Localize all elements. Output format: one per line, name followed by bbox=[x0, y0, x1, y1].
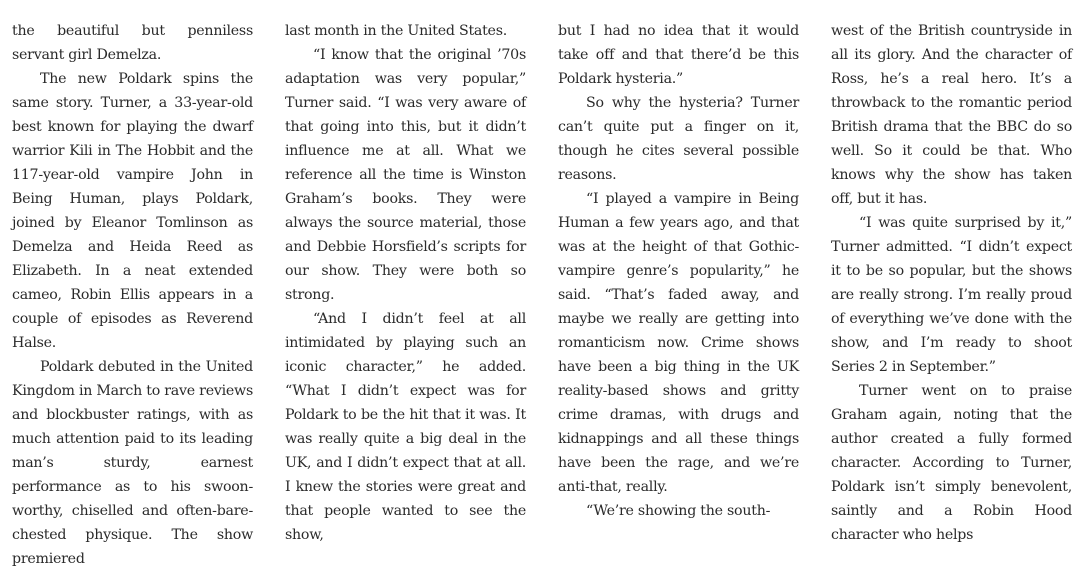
paragraph: west of the British countryside in all its glory. And the character of Ross, he’s a real hero. It’s a throwback to the romantic period British drama that the BBC do so well. So it could be that. Who knows why the show has taken off, but it has. bbox=[831, 23, 1072, 207]
paragraph: Poldark debuted in the United Kingdom in March to rave reviews and blockbuster ratings, with as much attention paid to its leading man’s sturdy, earnest performance as to his swoon-worthy, chiselled and often-bare-chested physique. The show premiered bbox=[12, 359, 253, 567]
paragraph: but I had no idea that it would take off and that there’d be this Poldark hysteria.” bbox=[558, 23, 799, 87]
paragraph: The new Poldark spins the same story. Turner, a 33-year-old best known for playing the dwarf warrior Kili in The Hobbit and the 117-year-old vampire John in Being Human, plays Poldark, joined by Eleanor Tomlinson as Demelza and Heida Reed as Elizabeth. In a neat extended cameo, Robin Ellis appears in a couple of episodes as Reverend Halse. bbox=[12, 71, 253, 351]
paragraph: So why the hysteria? Turner can’t quite put a finger on it, though he cites several possible reasons. bbox=[558, 95, 799, 183]
paragraph: “I was quite surprised by it,” Turner admitted. “I didn’t expect it to be so popular, but the shows are really strong. I’m really proud of everything we’ve done with the show, and I’m ready to shoot Series 2 in September.” bbox=[831, 215, 1072, 375]
article-column-3 bbox=[558, 19, 799, 523]
paragraph: “We’re showing the south- bbox=[586, 503, 771, 519]
article-column-1 bbox=[12, 19, 253, 571]
article-column-2 bbox=[285, 19, 526, 547]
article-column-4 bbox=[831, 19, 1072, 547]
paragraph: “And I didn’t feel at all intimidated by playing such an iconic character,” he added. “What I didn’t expect was for Poldark to be the hit that it was. It was really quite a big deal in the UK, and I didn’t expect that at all. I knew the stories were great and that people wanted to see the show, bbox=[285, 311, 526, 543]
paragraph: the beautiful but penniless servant girl Demelza. bbox=[12, 23, 253, 63]
paragraph: Turner went on to praise Graham again, noting that the author created a fully formed character. According to Turner, Poldark isn’t simply benevolent, saintly and a Robin Hood character who helps bbox=[831, 383, 1072, 543]
paragraph: “I played a vampire in Being Human a few years ago, and that was at the height of that Gothic-vampire genre’s popularity,” he said. “That’s faded away, and maybe we really are getting into romanticism now. Crime shows have been a big thing in the UK reality-based shows and gritty crime dramas, with drugs and kidnappings and all these things have been the rage, and we’re anti-that, really. bbox=[558, 191, 799, 495]
article-page bbox=[12, 19, 1072, 567]
paragraph: last month in the United States. bbox=[285, 23, 507, 39]
paragraph: “I know that the original ’70s adaptation was very popular,” Turner said. “I was very aware of that going into this, but it didn’t influence me at all. What we reference all the time is Winston Graham’s books. They were always the source material, those and Debbie Horsfield’s scripts for our show. They were both so strong. bbox=[285, 47, 526, 303]
